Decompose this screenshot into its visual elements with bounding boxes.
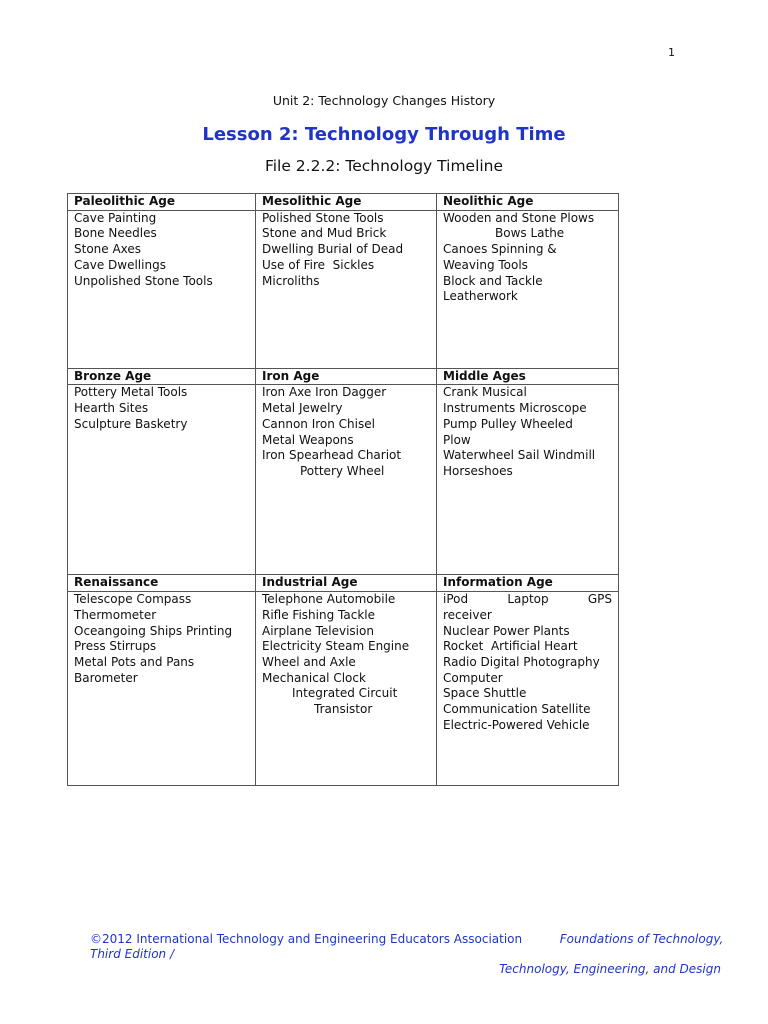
list-item: Integrated Circuit [292, 686, 398, 701]
age-cell-mesolithic [256, 210, 437, 368]
list-item: Sculpture Basketry [74, 416, 188, 431]
list-item: Canoes Spinning & [443, 242, 557, 257]
page-footer [90, 932, 730, 977]
list-item: Metal Jewelry [262, 401, 343, 416]
list-item: Instruments Microscope [443, 401, 587, 416]
list-item: Electric-Powered Vehicle [443, 717, 590, 732]
age-cell-middle [437, 385, 619, 575]
age-header-iron: Iron Age [256, 368, 437, 385]
age-header-renaissance: Renaissance [68, 575, 256, 592]
list-item: Mechanical Clock [262, 670, 366, 685]
list-item: Wheel and Axle [262, 654, 356, 669]
footer-copyright: ©2012 International Technology and Engineering Educators Association [90, 932, 523, 946]
age-header-bronze: Bronze Age [68, 368, 256, 385]
list-item: Nuclear Power Plants [443, 623, 570, 638]
list-item: Weaving Tools [443, 257, 528, 272]
list-item: Crank Musical [443, 385, 527, 400]
list-item: Use of Fire Sickles [262, 257, 375, 272]
list-item: Pump Pulley Wheeled [443, 416, 573, 431]
list-item: Oceangoing Ships Printing [74, 623, 233, 638]
list-item: Leatherwork [443, 289, 518, 304]
list-item: Pottery Metal Tools [74, 385, 188, 400]
list-item: Plow [443, 432, 471, 447]
list-item: Press Stirrups [74, 639, 157, 654]
list-item: Polished Stone Tools [262, 210, 384, 225]
list-item: Rifle Fishing Tackle [262, 607, 375, 622]
age-cell-neolithic [437, 210, 619, 368]
list-item [443, 592, 612, 608]
list-item: Stone and Mud Brick [262, 226, 387, 241]
age-cell-bronze [68, 385, 256, 575]
list-item: Computer [443, 670, 503, 685]
file-title: File 2.2.2: Technology Timeline [264, 157, 504, 175]
list-item: Iron Spearhead Chariot [262, 448, 402, 463]
list-item: Bone Needles [74, 226, 157, 241]
list-item: Wooden and Stone Plows [443, 210, 595, 225]
technology-timeline-table [67, 193, 619, 786]
table-row [68, 210, 619, 368]
list-item-word: iPod [443, 592, 469, 607]
list-item: Space Shuttle [443, 686, 527, 701]
list-item-word: Laptop [507, 592, 549, 607]
unit-title: Unit 2: Technology Changes History [272, 93, 496, 108]
footer-book-title: Foundations of Technology, Third Edition / [90, 932, 724, 961]
list-item: Hearth Sites [74, 401, 149, 416]
list-item: Waterwheel Sail Windmill [443, 448, 596, 463]
table-row [68, 385, 619, 575]
list-item: Bows Lathe [495, 226, 565, 241]
age-header-paleolithic: Paleolithic Age [68, 194, 256, 211]
age-cell-iron [256, 385, 437, 575]
table-header-row [68, 194, 619, 211]
list-item: Block and Tackle [443, 273, 543, 288]
list-item: Barometer [74, 670, 138, 685]
age-header-neolithic: Neolithic Age [437, 194, 619, 211]
table-header-row [68, 368, 619, 385]
footer-book-subtitle: Technology, Engineering, and Design [499, 962, 721, 976]
list-item: Horseshoes [443, 463, 513, 478]
list-item: Iron Axe Iron Dagger [262, 385, 387, 400]
list-item: Cave Dwellings [74, 257, 166, 272]
list-item-word: GPS [587, 592, 612, 607]
list-item: Telescope Compass [74, 592, 192, 607]
list-item: Pottery Wheel [300, 463, 385, 478]
table-header-row [68, 575, 619, 592]
age-cell-paleolithic [68, 210, 256, 368]
list-item: Thermometer [74, 607, 157, 622]
list-item: Telephone Automobile [262, 592, 396, 607]
list-item: Dwelling Burial of Dead [262, 242, 404, 257]
age-header-information: Information Age [437, 575, 619, 592]
list-item: Communication Satellite [443, 702, 591, 717]
list-item: Metal Weapons [262, 432, 354, 447]
list-item: Airplane Television [262, 623, 374, 638]
list-item: Cave Painting [74, 210, 157, 225]
page-number: 1 [668, 46, 675, 59]
age-header-industrial: Industrial Age [256, 575, 437, 592]
list-item: receiver [443, 607, 492, 622]
list-item: Radio Digital Photography [443, 654, 600, 669]
list-item: Microliths [262, 273, 320, 288]
list-item: Unpolished Stone Tools [74, 273, 213, 288]
age-header-middle: Middle Ages [437, 368, 619, 385]
age-cell-industrial [256, 592, 437, 786]
lesson-title: Lesson 2: Technology Through Time [202, 124, 566, 145]
list-item: Electricity Steam Engine [262, 639, 410, 654]
age-header-mesolithic: Mesolithic Age [256, 194, 437, 211]
age-cell-information [437, 592, 619, 786]
list-item: Metal Pots and Pans [74, 654, 195, 669]
list-item: Stone Axes [74, 242, 142, 257]
list-item: Rocket Artificial Heart [443, 639, 578, 654]
age-cell-renaissance [68, 592, 256, 786]
list-item: Transistor [314, 702, 373, 717]
list-item: Cannon Iron Chisel [262, 416, 375, 431]
table-row [68, 592, 619, 786]
